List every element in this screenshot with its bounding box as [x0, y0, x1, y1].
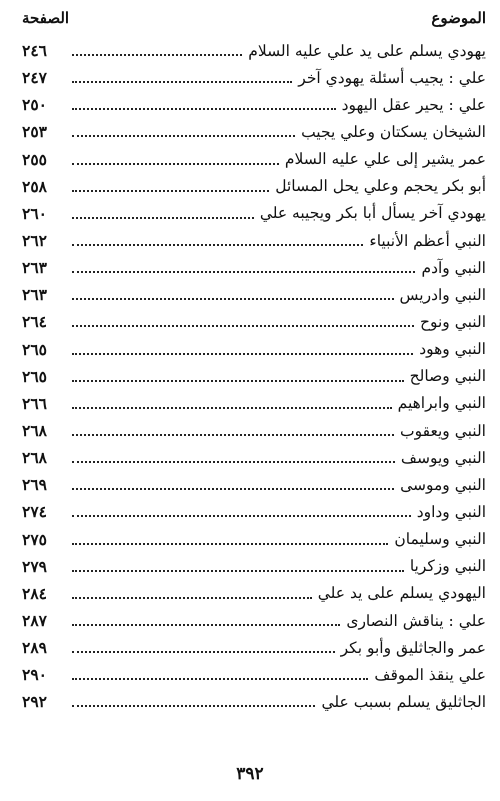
toc-entry-page-number: ٢٧٩	[22, 556, 47, 576]
dot-leader	[72, 324, 414, 327]
dot-leader	[72, 80, 292, 83]
dot-leader	[72, 216, 254, 219]
toc-entry	[22, 336, 486, 363]
toc-entry-page-number: ٢٥٠	[22, 95, 47, 115]
toc-entry-page-number: ٢٨٧	[22, 611, 47, 631]
toc-entry	[22, 580, 486, 607]
toc-entry-page-number: ٢٦٨	[22, 448, 47, 468]
toc-entry	[22, 91, 486, 118]
dot-leader	[72, 704, 315, 707]
toc-entry-page-number: ٢٨٩	[22, 638, 47, 658]
toc-entry	[22, 417, 486, 444]
toc-entry-page-number: ٢٦٤	[22, 312, 47, 332]
toc-entry-title: النبي ويعقوب	[400, 421, 486, 440]
toc-entry-title: عمر يشير إلى علي عليه السلام	[284, 150, 486, 169]
dot-leader	[72, 542, 388, 545]
toc-entry	[22, 254, 486, 281]
dot-leader	[72, 623, 340, 626]
dot-leader	[72, 379, 404, 382]
dot-leader	[72, 569, 404, 572]
dot-leader	[72, 487, 394, 490]
toc-entry-title: النبي وسليمان	[394, 530, 486, 549]
toc-entry-page-number: ٢٥٨	[22, 176, 47, 196]
toc-entry	[22, 227, 486, 254]
dot-leader	[72, 270, 415, 273]
toc-entry	[22, 526, 486, 553]
toc-entry-title: علي : يحير عقل اليهود	[341, 95, 486, 114]
toc-entry	[22, 200, 486, 227]
toc-entry	[22, 281, 486, 308]
dot-leader	[72, 243, 363, 246]
toc-entry-page-number: ٢٦٩	[22, 475, 47, 495]
toc-entry-page-number: ٢٥٥	[22, 149, 47, 169]
toc-entry-page-number: ٢٧٤	[22, 502, 47, 522]
toc-entry	[22, 363, 486, 390]
dot-leader	[72, 406, 392, 409]
toc-entry-title: النبي وادريس	[399, 285, 486, 304]
toc-entry	[22, 553, 486, 580]
toc-entry-title: علي : يناقش النصارى	[346, 611, 486, 630]
dot-leader	[72, 514, 411, 517]
dot-leader	[72, 297, 394, 300]
topic-column-label: الموضوع	[431, 9, 486, 27]
toc-entry	[22, 498, 486, 525]
toc-entry-page-number: ٢٦٢	[22, 231, 47, 251]
toc-entry-title: النبي وصالح	[409, 367, 486, 386]
toc-entry	[22, 37, 486, 64]
toc-entry-page-number: ٢٦٠	[22, 203, 47, 223]
toc-entry	[22, 444, 486, 471]
toc-entry	[22, 607, 486, 634]
dot-leader	[72, 460, 395, 463]
toc-entry-title: اليهودي يسلم على يد علي	[317, 584, 486, 603]
toc-entry-title: النبي وداود	[416, 502, 486, 521]
page-number: ٣٩٢	[236, 764, 264, 784]
toc-entry-title: النبي وآدم	[421, 258, 486, 277]
dot-leader	[72, 134, 295, 137]
toc-entry	[22, 308, 486, 335]
toc-header	[22, 4, 486, 32]
dot-leader	[72, 352, 413, 355]
toc-entry	[22, 173, 486, 200]
toc-entry-title: يهودي آخر يسأل أبا بكر ويجيبه علي	[259, 204, 486, 223]
toc-entry	[22, 688, 486, 715]
toc-entry-page-number: ٢٦٥	[22, 366, 47, 386]
dot-leader	[72, 162, 279, 165]
toc-entry-page-number: ٢٦٨	[22, 421, 47, 441]
dot-leader	[72, 596, 312, 599]
toc-entry	[22, 118, 486, 145]
toc-entry	[22, 390, 486, 417]
toc-entry-title: النبي ويوسف	[400, 448, 486, 467]
toc-entry-title: النبي وزكريا	[409, 557, 486, 576]
dot-leader	[72, 107, 336, 110]
toc-entry-page-number: ٢٦٥	[22, 339, 47, 359]
toc-entry-title: يهودي يسلم على يد علي عليه السلام	[248, 41, 486, 60]
toc-entry	[22, 661, 486, 688]
dot-leader	[72, 433, 394, 436]
toc-entry	[22, 146, 486, 173]
toc-entry-title: علي : يجيب أسئلة يهودي آخر	[298, 68, 486, 87]
toc-entry-title: النبي أعظم الأنبياء	[369, 231, 486, 250]
dot-leader	[72, 677, 368, 680]
toc-entry-title: النبي وابراهيم	[397, 394, 486, 413]
toc-entry	[22, 471, 486, 498]
toc-entry-page-number: ٢٤٦	[22, 41, 47, 61]
toc-entry-page-number: ٢٨٤	[22, 583, 47, 603]
toc-entry-title: الشيخان يسكتان وعلي يجيب	[301, 122, 486, 141]
toc-entry-title: أبو بكر يحجم وعلي يحل المسائل	[275, 177, 486, 196]
toc-entry-page-number: ٢٦٣	[22, 285, 47, 305]
toc-entry-page-number: ٢٦٣	[22, 258, 47, 278]
toc-entry-page-number: ٢٦٦	[22, 393, 47, 413]
dot-leader	[72, 189, 269, 192]
dot-leader	[72, 53, 242, 56]
toc-entry-page-number: ٢٥٣	[22, 122, 47, 142]
table-of-contents	[22, 37, 486, 716]
toc-entry-title: النبي ونوح	[419, 312, 486, 331]
toc-entry-page-number: ٢٩٢	[22, 692, 47, 712]
toc-entry-title: عمر والجاثليق وأبو بكر	[340, 638, 486, 657]
toc-entry-title: النبي وهود	[419, 340, 486, 359]
toc-entry	[22, 634, 486, 661]
dot-leader	[72, 650, 335, 653]
toc-entry-page-number: ٢٧٥	[22, 529, 47, 549]
page-column-label: الصفحة	[22, 9, 70, 27]
toc-entry-title: الجاثليق يسلم بسبب علي	[321, 692, 486, 711]
toc-entry-title: النبي وموسى	[400, 475, 486, 494]
toc-entry-page-number: ٢٤٧	[22, 68, 47, 88]
toc-entry	[22, 64, 486, 91]
toc-entry-page-number: ٢٩٠	[22, 665, 47, 685]
toc-entry-title: علي ينقذ الموقف	[374, 665, 486, 684]
